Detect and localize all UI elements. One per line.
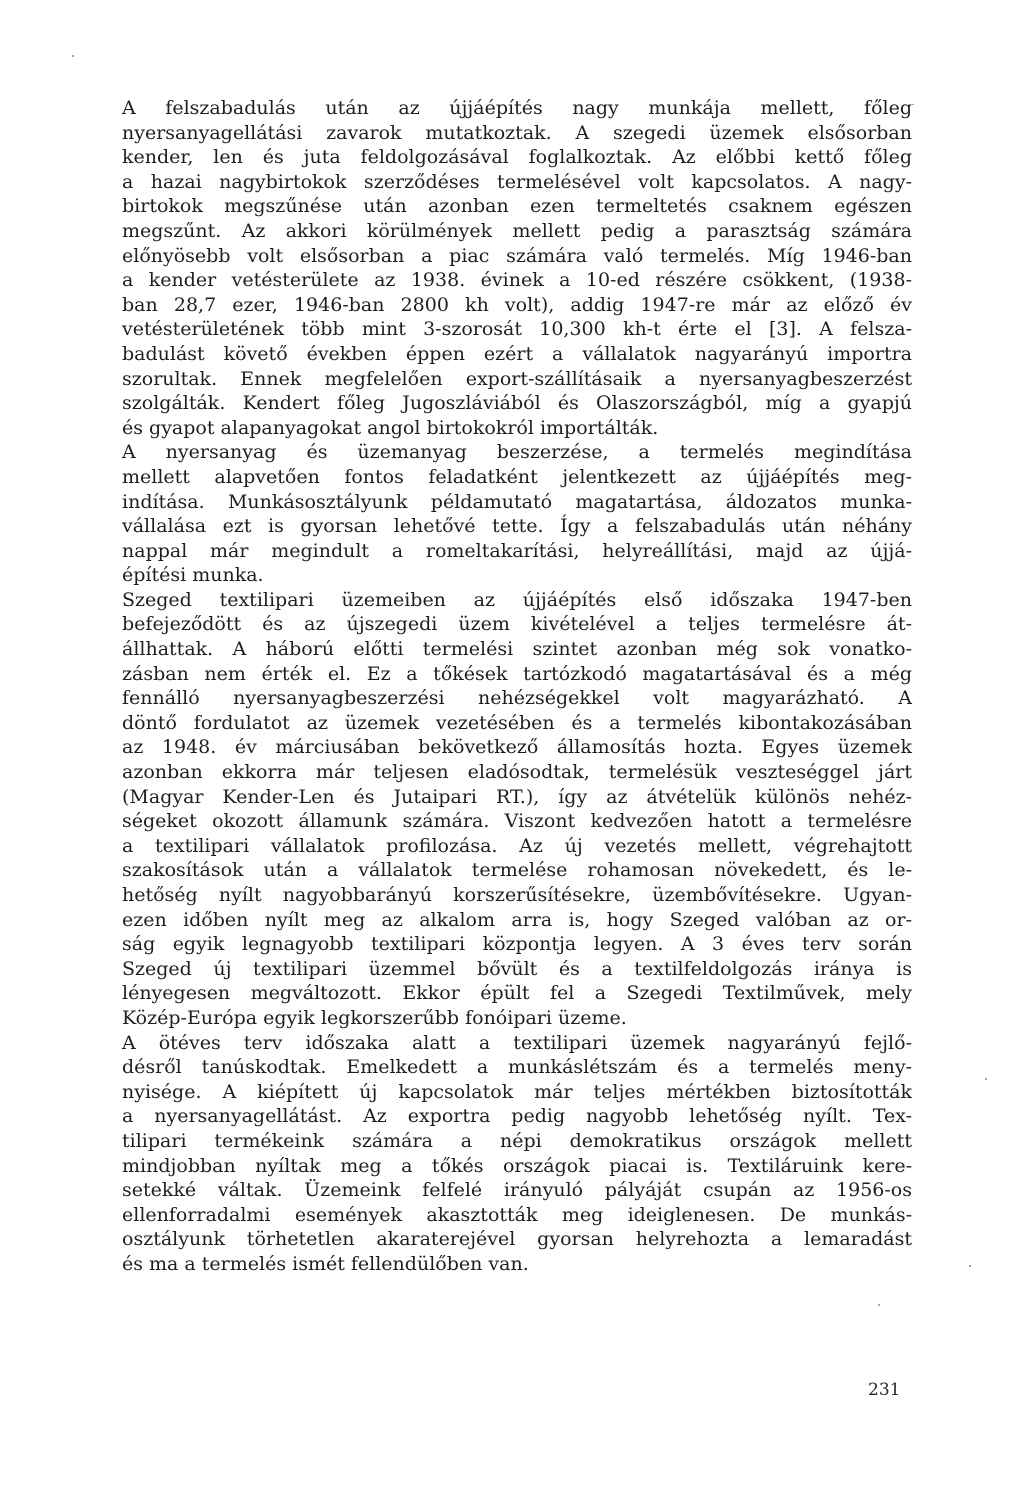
scan-speck (969, 1265, 971, 1267)
text-line: désről tanúskodtak. Emelkedett a munkáslétszám és a termelés meny- (122, 1056, 912, 1079)
text-line: mindjobban nyíltak meg a tőkés országok piacai is. Textiláruink kere- (122, 1154, 912, 1177)
text-line: kender, len és juta feldolgozásával foglalkoztak. Az előbbi kettő főleg (122, 146, 912, 169)
text-line: A ötéves terv időszaka alatt a textilipari üzemek nagyarányú fejlő- (122, 1031, 912, 1054)
text-line: előnyösebb volt elsősorban a piac számára való termelés. Míg 1946-ban (122, 244, 912, 267)
scan-speck (878, 1304, 880, 1306)
text-line: és ma a termelés ismét fellendülőben van. (122, 1252, 529, 1275)
text-line: befejeződött és az újszegedi üzem kivételével a teljes termelésre át- (122, 613, 912, 636)
text-line: mellett alapvetően fontos feladatként jelentkezett az újjáépítés meg- (122, 465, 912, 488)
text-line: Közép-Európa egyik legkorszerűbb fonóipari üzeme. (122, 1006, 627, 1029)
text-line: Szeged új textilipari üzemmel bővült és a textilfeldolgozás iránya is (122, 957, 912, 980)
text-line: tilipari termékeink számára a népi demokratikus országok mellett (122, 1129, 912, 1152)
text-line: a nyersanyagellátást. Az exportra pedig nagyobb lehetőség nyílt. Tex- (122, 1105, 912, 1128)
text-line: lényegesen megváltozott. Ekkor épült fel a Szegedi Textilművek, mely (122, 982, 912, 1005)
text-line: döntő fordulatot az üzemek vezetésében és a termelés kibontakozásában (122, 711, 912, 734)
text-line: A nyersanyag és üzemanyag beszerzése, a termelés megindítása (122, 441, 912, 464)
text-line: zásban nem érték el. Ez a tőkések tartózkodó magatartásával és a még (122, 662, 912, 685)
text-line: ellenforradalmi események akasztották meg ideiglenesen. De munkás- (122, 1203, 912, 1226)
text-line: birtokok megszűnése után azonban ezen termeltetés csaknem egészen (122, 195, 912, 218)
text-line: A felszabadulás után az újjáépítés nagy munkája mellett, főleg (122, 97, 912, 119)
text-line: indítása. Munkásosztályunk példamutató magatartása, áldozatos munka- (122, 490, 912, 513)
text-line: ban 28,7 ezer, 1946-ban 2800 kh volt), addig 1947-re már az előző év (122, 293, 912, 316)
text-line: osztályunk törhetetlen akaraterejével gyorsan helyrehozta a lemaradást (122, 1228, 912, 1251)
text-line: badulást követő években éppen ezért a vállalatok nagyarányú importra (122, 342, 912, 365)
text-line: és gyapot alapanyagokat angol birtokokról importálták. (122, 416, 659, 439)
text-line: setekké váltak. Üzemeink felfelé irányuló pályáját csupán az 1956-os (122, 1179, 912, 1202)
text-line: azonban ekkorra már teljesen eladósodtak, termelésük veszteséggel járt (122, 761, 912, 784)
body-text (122, 96, 912, 1277)
text-line: ségeket okozott államunk számára. Viszont kedvezően hatott a termelésre (122, 810, 912, 833)
text-line: ezen időben nyílt meg az alkalom arra is, hogy Szeged valóban az or- (122, 908, 912, 931)
text-line: építési munka. (122, 564, 264, 587)
text-line: (Magyar Kender-Len és Jutaipari RT.), így az átvételük különös nehéz- (122, 785, 912, 808)
text-line: hetőség nyílt nagyobbarányú korszerűsítésekre, üzembővítésekre. Ugyan- (122, 884, 912, 906)
text-line: szolgálták. Kendert főleg Jugoszláviából és Olaszországból, míg a gyapjú (122, 392, 912, 415)
text-line: nyersanyagellátási zavarok mutatkoztak. A szegedi üzemek elsősorban (122, 121, 912, 144)
text-line: szorultak. Ennek megfelelően export-szállításaik a nyersanyagbeszerzést (122, 367, 912, 390)
text-line: szakosítások után a vállalatok termelése rohamosan növekedett, és le- (122, 859, 912, 882)
text-line: nappal már megindult a romeltakarítási, helyreállítási, majd az újjá- (122, 539, 912, 562)
text-line: nyisége. A kiépített új kapcsolatok már teljes mértékben biztosították (122, 1080, 912, 1103)
text-line: a kender vetésterülete az 1938. évinek a 10-ed részére csökkent, (1938- (122, 269, 912, 292)
text-line: vetésterületének több mint 3-szorosát 10,300 kh-t érte el [3]. A felsza- (122, 318, 912, 341)
text-line: megszűnt. Az akkori körülmények mellett pedig a parasztság számára (122, 219, 912, 242)
scan-speck (72, 55, 74, 57)
text-line: Szeged textilipari üzemeiben az újjáépítés első időszaka 1947-ben (122, 588, 912, 611)
text-line: vállalása ezt is gyorsan lehetővé tette. Így a felszabadulás után néhány (122, 515, 912, 538)
text-line: az 1948. év márciusában bekövetkező államosítás hozta. Egyes üzemek (122, 736, 912, 759)
scan-speck (912, 104, 914, 105)
text-line: ság egyik legnagyobb textilipari központja legyen. A 3 éves terv során (122, 933, 912, 956)
text-line: fennálló nyersanyagbeszerzési nehézségekkel volt magyarázható. A (122, 687, 912, 710)
page-number: 231 (868, 1380, 901, 1400)
text-line: a hazai nagybirtokok szerződéses termelésével volt kapcsolatos. A nagy- (122, 170, 912, 193)
text-line: állhattak. A háború előtti termelési szintet azonban még sok vonatko- (122, 638, 912, 661)
scan-speck (985, 1078, 987, 1080)
text-line: a textilipari vállalatok profilozása. Az új vezetés mellett, végrehajtott (122, 834, 912, 857)
